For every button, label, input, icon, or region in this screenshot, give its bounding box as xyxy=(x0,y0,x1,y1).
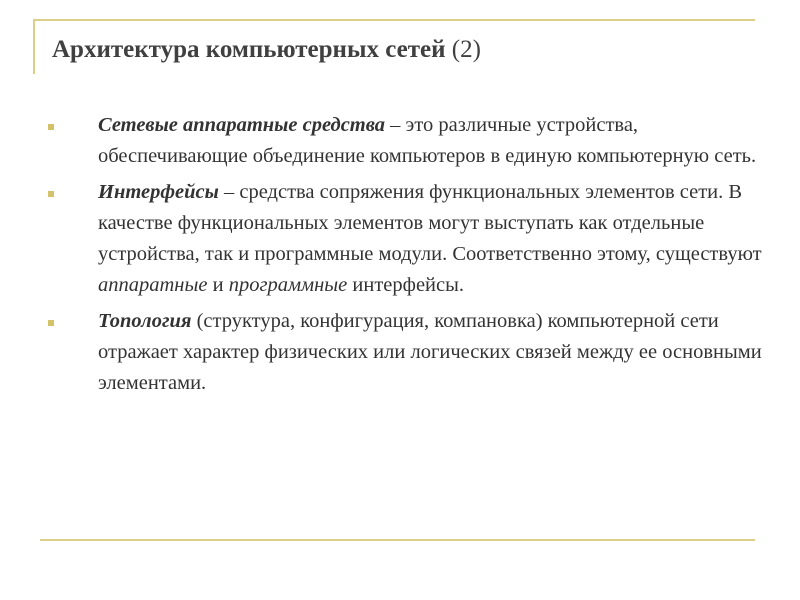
title-top-rule xyxy=(33,19,755,21)
title-number: (2) xyxy=(451,36,481,63)
term-interfaces: Интерфейсы xyxy=(98,181,219,203)
bullet-item-topology xyxy=(40,306,780,399)
title-text: Архитектура компьютерных сетей xyxy=(52,36,446,63)
square-bullet-icon xyxy=(48,124,54,130)
emphasis-hardware: аппаратные xyxy=(98,274,208,296)
bullet-text-tail: интерфейсы. xyxy=(347,274,465,296)
bullet-item-interfaces xyxy=(40,177,780,301)
square-bullet-icon xyxy=(48,320,54,326)
square-bullet-icon xyxy=(48,191,54,197)
bullet-item-hardware xyxy=(40,110,780,172)
term-topology: Топология xyxy=(98,310,192,332)
term-hardware: Сетевые аппаратные средства xyxy=(98,114,386,136)
bullet-list xyxy=(40,110,780,404)
footer-rule xyxy=(40,539,755,541)
bullet-text: – это различные устройства, обеспечивающие объединение компьютеров в единую компьютерную сеть. xyxy=(98,114,757,167)
slide-title xyxy=(52,36,481,64)
bullet-text-connector: и xyxy=(207,274,229,296)
bullet-text: (структура, конфигурация, компановка) компьютерной сети отражает характер физических или логических связей между ее основными элементами. xyxy=(98,310,762,394)
emphasis-software: программные xyxy=(228,274,348,296)
title-left-rule xyxy=(33,19,35,74)
bullet-text: – средства сопряжения функциональных элементов сети. В качестве функциональных элементов могут выступать как отдельные устройства, так и программные модули. Соответственно этому, существуют xyxy=(98,181,762,265)
